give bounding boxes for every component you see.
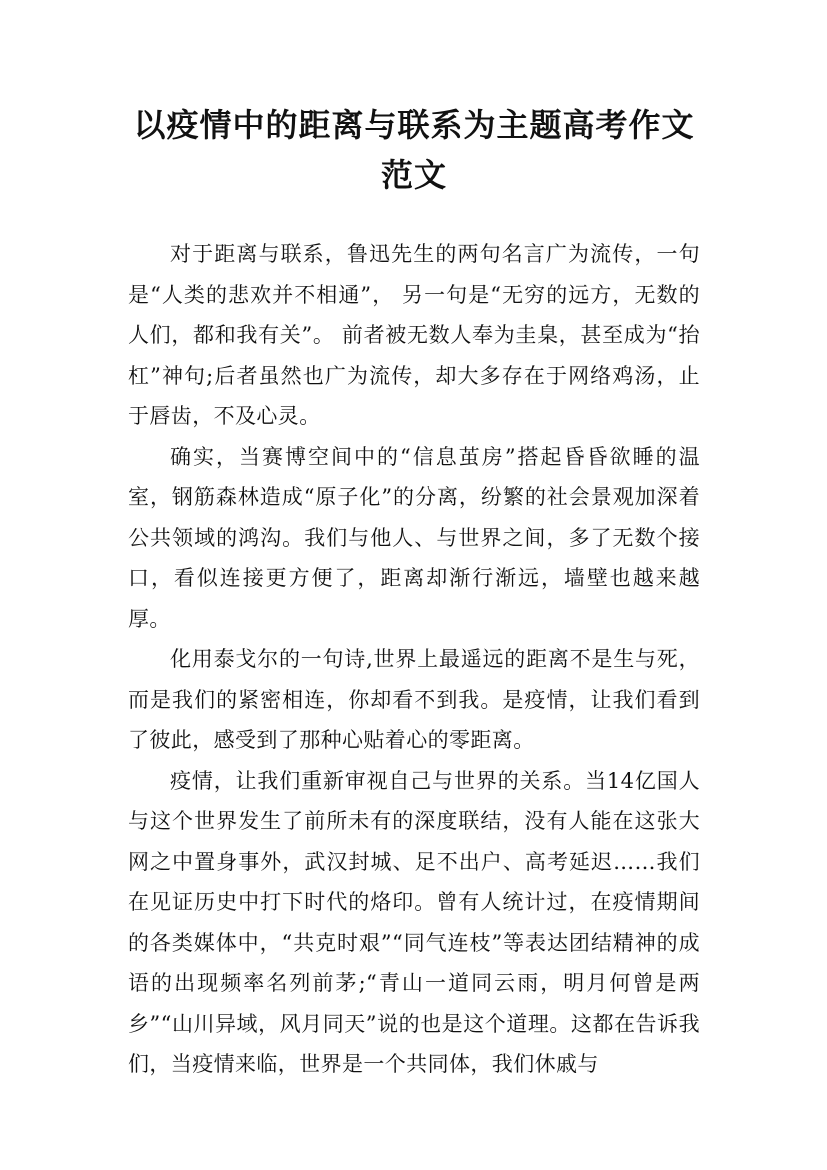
paragraph: 确实，当赛博空间中的“信息茧房”搭起昏昏欲睡的温室，钢筋森林造成“原子化”的分离，纷繁的社会景观加深着公共领域的鸿沟。我们与他人、与世界之间，多了无数个接口，看似连接更方便了，距离却渐行渐远，墙壁也越来越厚。 — [128, 444, 700, 631]
paragraph: 对于距离与联系，鲁迅先生的两句名言广为流传，一句是“人类的悲欢并不相通”， 另一句是“无穷的远方，无数的人们，都和我有关”。 前者被无数人奉为圭臬，甚至成为“抬杠”神句;后者虽然也广为流传，却大多存在于网络鸡汤，止于唇齿，不及心灵。 — [128, 242, 700, 428]
paragraph: 疫情，让我们重新审视自己与世界的关系。当14亿国人与这个世界发生了前所未有的深度联结，没有人能在这张大网之中置身事外，武汉封城、足不出户、高考延迟……我们在见证历史中打下时代的烙印。曾有人统计过，在疫情期间的各类媒体中，“共克时艰”“同气连枝”等表达团结精神的成语的出现频率名列前茅;“青山一道同云雨，明月何曾是两乡”“山川异域，风月同天”说的也是这个道理。这都在告诉我们，当疫情来临，世界是一个共同体，我们休戚与 — [128, 768, 700, 1076]
essay-body — [128, 234, 700, 1085]
paragraph: 化用泰戈尔的一句诗,世界上最遥远的距离不是生与死，而是我们的紧密相连，你却看不到我。是疫情，让我们看到了彼此，感受到了那种心贴着心的零距离。 — [128, 647, 700, 752]
document-title: 以疫情中的距离与联系为主题高考作文范文 — [133, 106, 695, 194]
